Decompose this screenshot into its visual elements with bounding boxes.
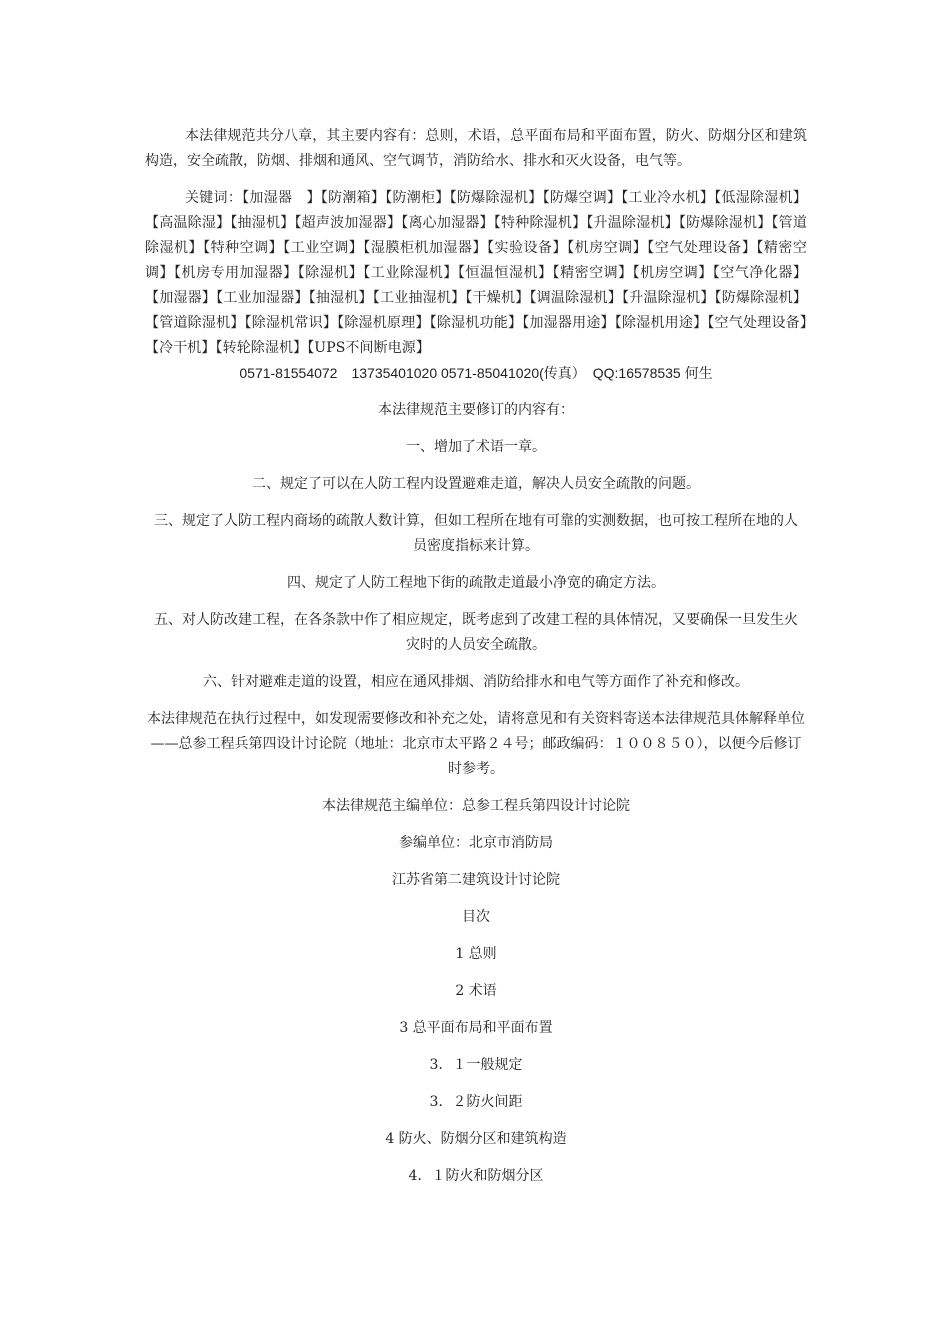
revision-item-2: 二、规定了可以在人防工程内设置避难走道，解决人员安全疏散的问题。 [252, 476, 700, 492]
revision-title: 本法律规范主要修订的内容有： [378, 402, 574, 418]
keywords-paragraph: 关键词：【加湿器 】【防潮箱】【防潮柜】【防爆除湿机】【防爆空调】【工业冷水机】【低湿除湿机】【高温除湿】【抽湿机】【超声波加湿器】【离心加湿器】【特种除湿机】【升温除湿机】【防爆除湿机】【管道除湿机】【特种空调】【工业空调】【湿膜柜机加湿器】【实验设备】【机房空调】【空气处理设备】【精密空调】【机房专用加湿器】【除湿机】【工业除湿机】【恒温恒湿机】【精密空调】【机房空调】【空气净化器】【加湿器】【工业加湿器】【抽湿机】【工业抽湿机】【干燥机】【调温除湿机】【升温除湿机】【防爆除湿机】【管道除湿机】【除湿机常识】【除湿机原理】【除湿机功能】【加湿器用途】【除湿机用途】【空气处理设备】【冷干机】【转轮除湿机】【UPS不间断电源】 [145, 190, 807, 356]
feedback-paragraph: 本法律规范在执行过程中，如发现需要修改和补充之处，请将意见和有关资料寄送本法律规范具体解释单位——总参工程兵第四设计讨论院（地址：北京市太平路２４号；邮政编码：１００８５０），以便今后修订时参考。 [147, 711, 805, 777]
toc-item: 1 总则 [455, 946, 497, 962]
toc-item: 2 术语 [455, 983, 497, 999]
toc-title: 目次 [462, 909, 490, 925]
co-editor: 参编单位：北京市消防局 [399, 835, 553, 851]
contact-line: 0571-81554072 13735401020 0571-85041020(传真） QQ:16578535 何生 [239, 365, 713, 381]
revision-item-1: 一、增加了术语一章。 [406, 439, 546, 455]
revision-item-6: 六、针对避难走道的设置，相应在通风排烟、消防给排水和电气等方面作了补充和修改。 [203, 674, 749, 690]
toc-item: 3．２防火间距 [429, 1094, 523, 1110]
intro-paragraph: 本法律规范共分八章，其主要内容有：总则，术语，总平面布局和平面布置，防火、防烟分区和建筑构造，安全疏散，防烟、排烟和通风、空气调节，消防给水、排水和灭火设备，电气等。 [145, 128, 807, 169]
revision-item-4: 四、规定了人防工程地下街的疏散走道最小净宽的确定方法。 [287, 575, 665, 591]
toc-item: 4 防火、防烟分区和建筑构造 [385, 1131, 567, 1147]
chief-editor: 本法律规范主编单位：总参工程兵第四设计讨论院 [322, 798, 630, 814]
co-editor-2: 江苏省第二建筑设计讨论院 [392, 872, 560, 888]
revision-item-5: 五、对人防改建工程，在各条款中作了相应规定，既考虑到了改建工程的具体情况，又要确保一旦发生火灾时的人员安全疏散。 [154, 612, 798, 653]
revision-item-3: 三、规定了人防工程内商场的疏散人数计算，但如工程所在地有可靠的实测数据，也可按工程所在地的人员密度指标来计算。 [154, 513, 798, 554]
toc-item: 3．１一般规定 [429, 1057, 523, 1073]
toc-item: 4．１防火和防烟分区 [408, 1168, 544, 1184]
document-body [145, 124, 807, 1189]
toc-item: 3 总平面布局和平面布置 [399, 1020, 553, 1036]
